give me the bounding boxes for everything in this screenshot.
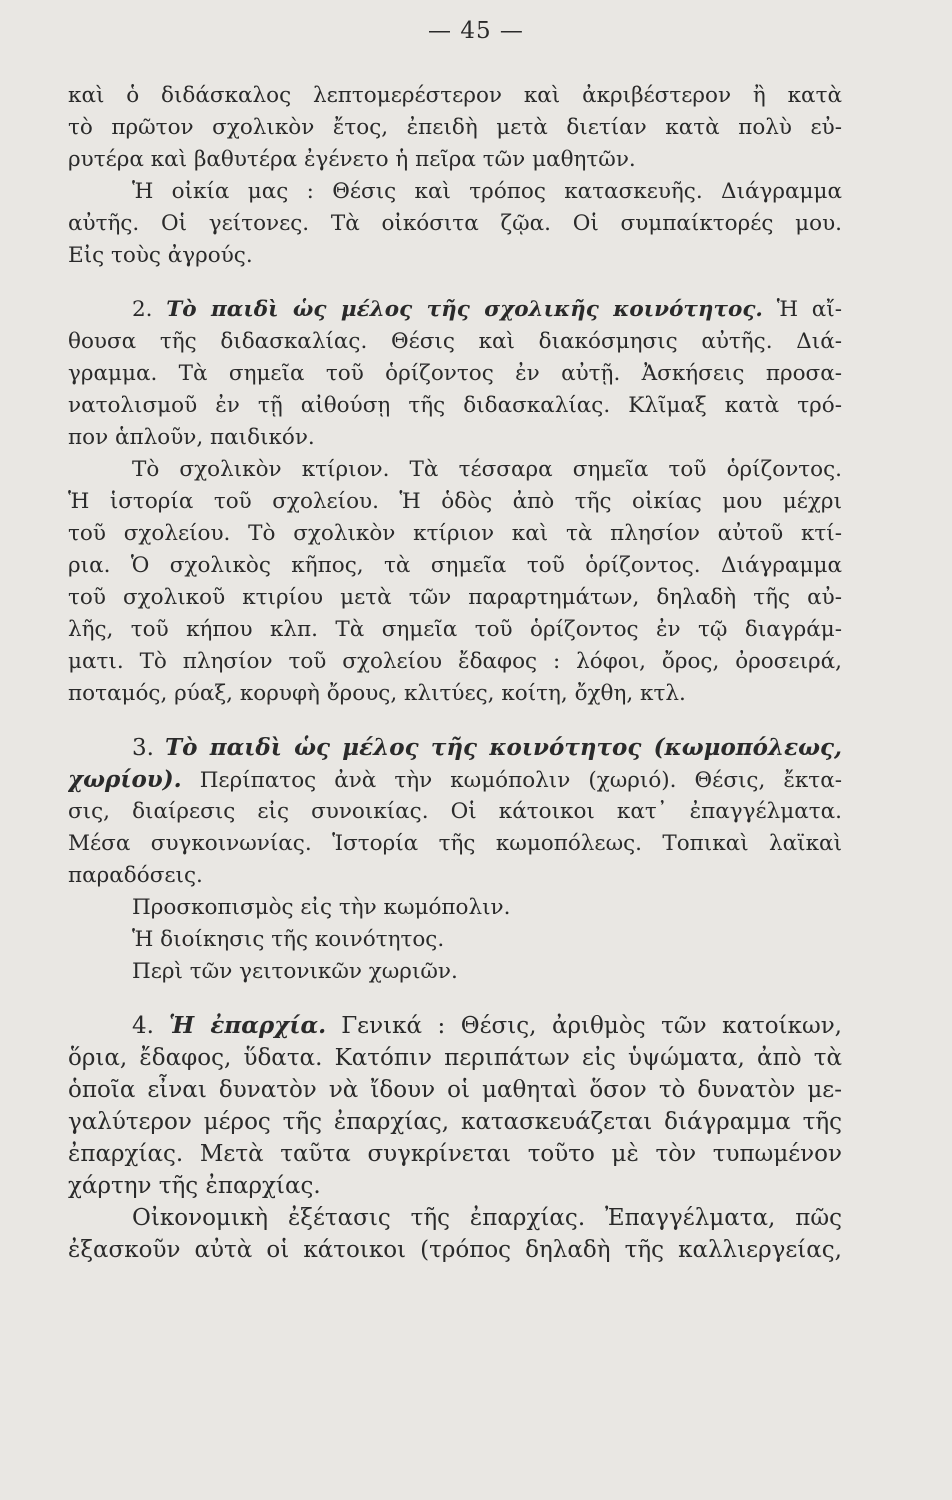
section-4 [68, 1010, 842, 1266]
text-line: ἐπαρχίας. Μετὰ ταῦτα συγκρίνεται τοῦτο μὲ τὸν τυπωμένον [68, 1141, 842, 1167]
text-line: λῆς, τοῦ κήπου κλπ. Τὰ σημεῖα τοῦ ὁρίζοντος ἐν τῷ διαγράμ- [68, 617, 842, 642]
text-line: Εἰς τοὺς ἀγρούς. [68, 243, 253, 268]
text-line: ὅρια, ἔδαφος, ὕδατα. Κατόπιν περιπάτων εἰς ὑψώματα, ἀπὸ τὰ [68, 1045, 842, 1071]
section-heading-line [68, 764, 842, 796]
section-2 [68, 294, 842, 710]
text-line: Περὶ τῶν γειτονικῶν χωριῶν. [132, 959, 458, 984]
section-heading-line [68, 294, 842, 326]
section-heading-line [68, 732, 842, 764]
text-line: χάρτην τῆς ἐπαρχίας. [68, 1173, 321, 1199]
text-line: αὐτῆς. Οἱ γείτονες. Τὰ οἰκόσιτα ζῷα. Οἱ συμπαίκτορές μου. [68, 211, 842, 236]
text-line: παραδόσεις. [68, 863, 203, 888]
section-heading-line [68, 1010, 842, 1042]
heading-tail: Περίπατος ἀνὰ τὴν κωμόπολιν (χωριό). Θέσις, ἔκτα- [199, 768, 842, 793]
section-heading-continued: χωρίου). [68, 766, 182, 793]
section-number: 4. [132, 1013, 154, 1039]
text-line: ματι. Τὸ πλησίον τοῦ σχολείου ἔδαφος : λόφοι, ὄρος, ὀροσειρά, [68, 649, 842, 674]
body-text [68, 80, 842, 1266]
text-line: Ἡ ἱστορία τοῦ σχολείου. Ἡ ὁδὸς ἀπὸ τῆς οἰκίας μου μέχρι [68, 489, 842, 514]
text-line: νατολισμοῦ ἐν τῇ αἰθούσῃ τῆς διδασκαλίας. Κλῖμαξ κατὰ τρό- [68, 393, 842, 418]
section-heading: Ἡ ἐπαρχία. [169, 1012, 327, 1039]
page-number: — 45 — [428, 18, 524, 44]
text-line: ρια. Ὁ σχολικὸς κῆπος, τὰ σημεῖα τοῦ ὁρίζοντος. Διάγραμμα [68, 553, 842, 578]
text-line: Προσκοπισμὸς εἰς τὴν κωμόπολιν. [132, 895, 511, 920]
text-line: τὸ πρῶτον σχολικὸν ἔτος, ἐπειδὴ μετὰ διετίαν κατὰ πολὺ εὐ- [68, 115, 842, 140]
section-number: 2. [132, 297, 153, 322]
text-line: ρυτέρα καὶ βαθυτέρα ἐγένετο ἡ πεῖρα τῶν μαθητῶν. [68, 147, 636, 172]
paragraph-intro [68, 80, 842, 272]
text-line: ὁποῖα εἶναι δυνατὸν νὰ ἴδουν οἱ μαθηταὶ ὅσον τὸ δυνατὸν με- [68, 1077, 842, 1103]
text-line: Μέσα συγκοινωνίας. Ἱστορία τῆς κωμοπόλεως. Τοπικαὶ λαϊκαὶ [68, 831, 842, 856]
text-line: ποταμός, ρύαξ, κορυφὴ ὄρους, κλιτύες, κοίτη, ὄχθη, κτλ. [68, 681, 686, 706]
section-heading: Τὸ παιδὶ ὡς μέλος τῆς κοινότητος (κωμοπόλεως, [165, 734, 842, 761]
text-line: σις, διαίρεσις εἰς συνοικίας. Οἱ κάτοικοι κατ᾽ ἐπαγγέλματα. [68, 799, 842, 824]
text-line: γραμμα. Τὰ σημεῖα τοῦ ὁρίζοντος ἐν αὐτῇ. Ἀσκήσεις προσα- [68, 361, 842, 386]
text-line: γαλύτερον μέρος τῆς ἐπαρχίας, κατασκευάζεται διάγραμμα τῆς [68, 1109, 842, 1135]
text-line: πον ἁπλοῦν, παιδικόν. [68, 425, 315, 450]
text-line: καὶ ὁ διδάσκαλος λεπτομερέστερον καὶ ἀκριβέστερον ἢ κατὰ [68, 83, 842, 108]
text-line: Ἡ διοίκησις τῆς κοινότητος. [132, 927, 445, 952]
heading-tail: Γενικά : Θέσις, ἀριθμὸς τῶν κατοίκων, [341, 1013, 842, 1039]
heading-tail: Ἡ αἴ- [776, 297, 842, 322]
text-line: Τὸ σχολικὸν κτίριον. Τὰ τέσσαρα σημεῖα τοῦ ὁρίζοντος. [132, 457, 842, 482]
text-line: θουσα τῆς διδασκαλίας. Θέσις καὶ διακόσμησις αὐτῆς. Διά- [68, 329, 842, 354]
text-line: τοῦ σχολικοῦ κτιρίου μετὰ τῶν παραρτημάτων, δηλαδὴ τῆς αὐ- [68, 585, 842, 610]
text-line: Οἰκονομικὴ ἐξέτασις τῆς ἐπαρχίας. Ἐπαγγέλματα, πῶς [132, 1205, 842, 1231]
section-number: 3. [132, 735, 154, 761]
text-line: τοῦ σχολείου. Τὸ σχολικὸν κτίριον καὶ τὰ πλησίον αὐτοῦ κτί- [68, 521, 842, 546]
text-line: Ἡ οἰκία μας : Θέσις καὶ τρόπος κατασκευῆς. Διάγραμμα [132, 179, 842, 204]
section-3 [68, 732, 842, 988]
text-line: ἐξασκοῦν αὐτὰ οἱ κάτοικοι (τρόπος δηλαδὴ τῆς καλλιεργείας, [68, 1237, 842, 1263]
section-heading: Τὸ παιδὶ ὡς μέλος τῆς σχολικῆς κοινότητος. [166, 297, 763, 322]
